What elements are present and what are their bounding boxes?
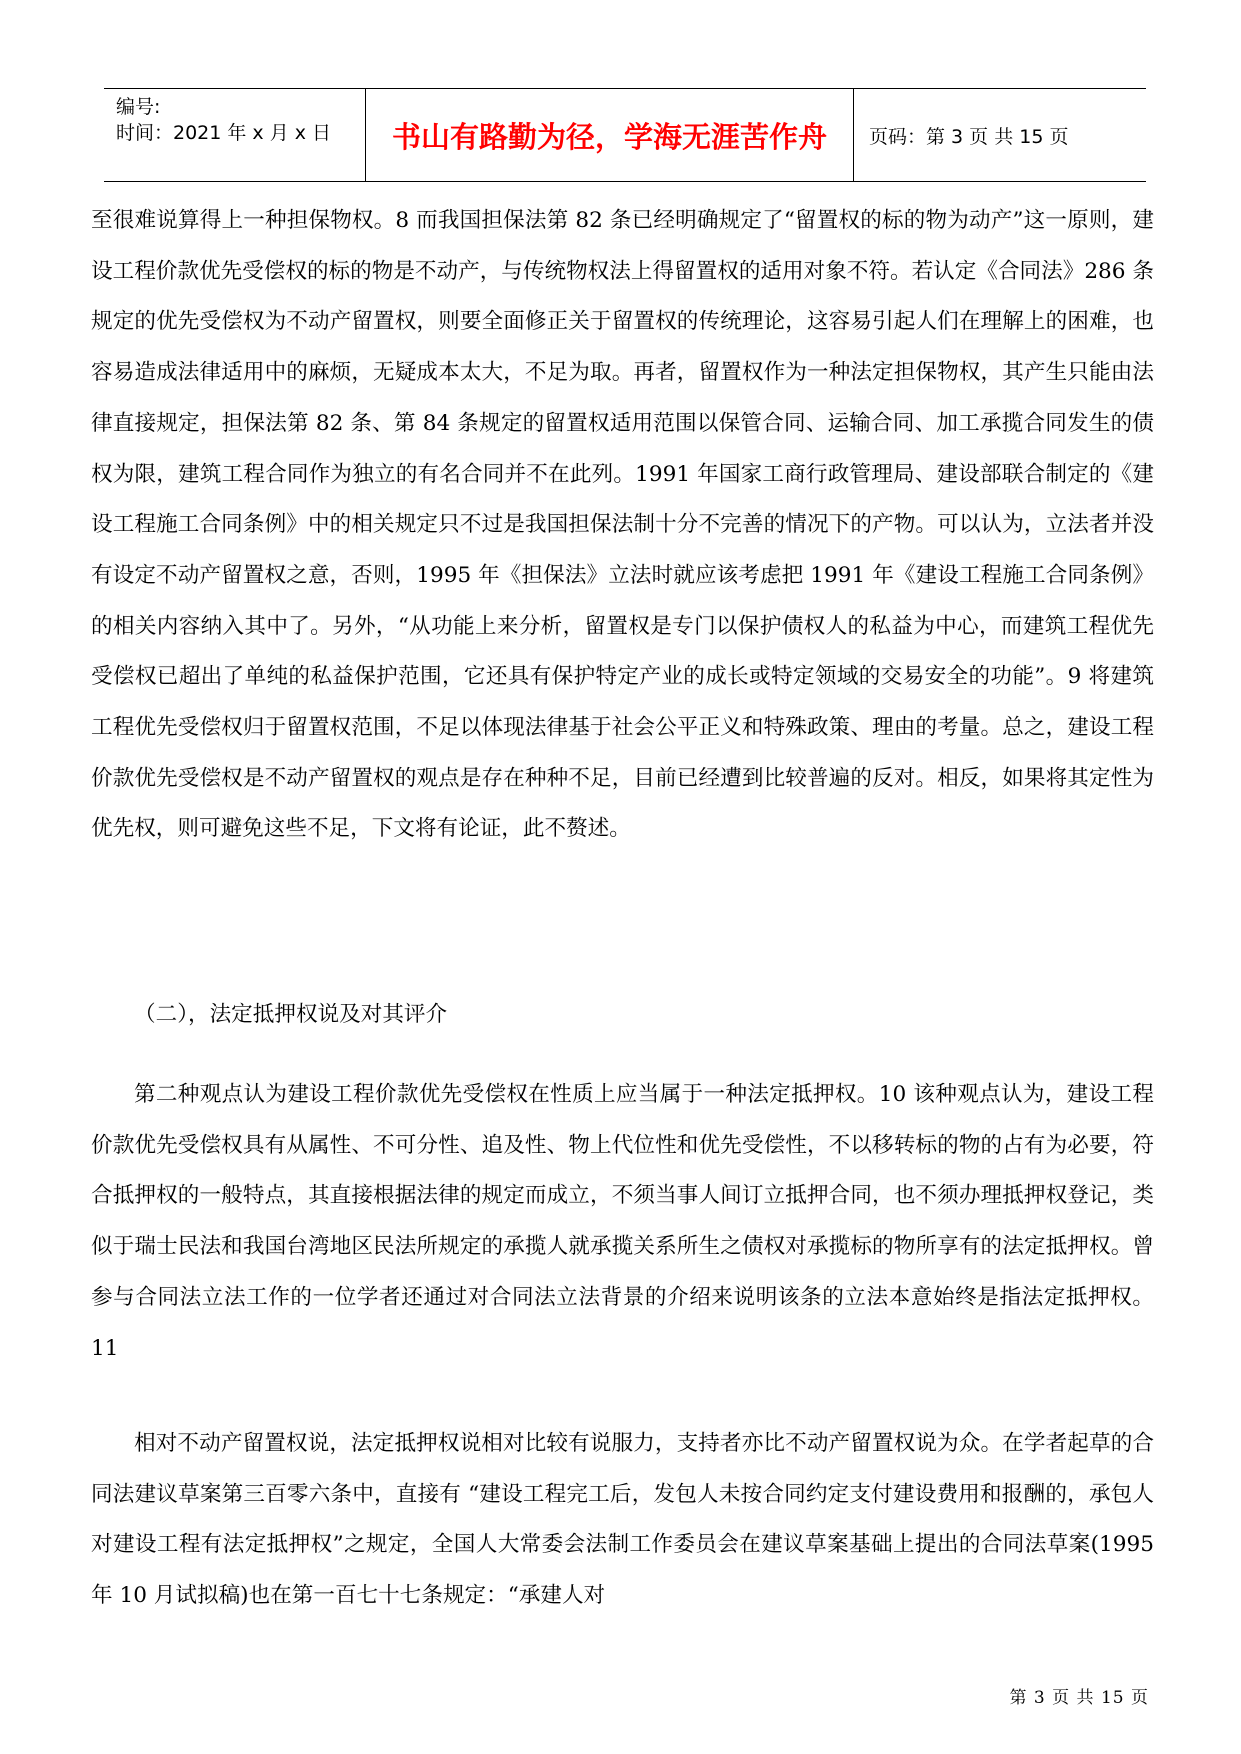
page-footer: 第 3 页 共 15 页 — [1009, 1688, 1149, 1708]
time-label: 时间：2021 年 x 月 x 日 — [116, 122, 332, 144]
number-label: 编号: — [116, 96, 161, 118]
header-motto-cell — [366, 89, 854, 181]
body-paragraph-3: 相对不动产留置权说，法定抵押权说相对比较有说服力，支持者亦比不动产留置权说为众。在学者起草的合同法建议草案第三百零六条中，直接有 “建设工程完工后，发包人未按合同约定支付建设费用和报酬的，承包人对建设工程有法定抵押权”之规定，全国人大常委会法制工作委员会在建议草案基础上提出的合同法草案(1995 年 10 月试拟稿)也在第一百七十七条规定：“承建人对 — [91, 1431, 1154, 1609]
header-page-cell — [854, 89, 1146, 181]
body-paragraph-1 — [91, 196, 1154, 855]
paragraph-text: 至很难说算得上一种担保物权。8 而我国担保法第 82 条已经明确规定了“留置权的标的物为动产”这一原则，建设工程价款优先受偿权的标的物是不动产，与传统物权法上得留置权的适用对象不符。若认定《合同法》286 条规定的优先受偿权为不动产留置权，则要全面修正关于留置权的传统理论，这容易引起人们在理解上的困难，也容易造成法律适用中的麻烦，无疑成本太大，不足为取。再者，留置权作为一种法定担保物权，其产生只能由法律直接规定，担保法第 82 条、第 84 条规定的留置权适用范围以保管合同、运输合同、加工承揽合同发生的债权为限，建筑工程合同作为独立的有名合同并不在此列。1991 年国家工商行政管理局、建设部联合制定的《建设工程施工合同条例》中的相关规定只不过是我国担保法制十分不完善的情况下的产物。可以认为，立法者并没有设定不动产留置权之意，否则，1995 年《担保法》立法时就应该考虑把 1991 年《建设工程施工合同条例》的相关内容纳入其中了。另外，“从功能上来分析，留置权是专门以保护债权人的私益为中心，而建筑工程优先受偿权已超出了单纯的私益保护范围，它还具有保护特定产业的成长或特定领域的交易安全的功能”。9 将建筑工程优先受偿权归于留置权范围，不足以体现法律基于社会公平正义和特殊政策、理由的考量。总之，建设工程价款优先受偿权是不动产留置权的观点是存在种种不足，目前已经遭到比较普遍的反对。相反，如果将其定性为优先权，则可避免这些不足，下文将有论证，此不赘述。 — [91, 208, 1154, 842]
section-heading: （二），法定抵押权说及对其评介 — [134, 1002, 448, 1027]
body-paragraph-2: 第二种观点认为建设工程价款优先受偿权在性质上应当属于一种法定抵押权。10 该种观点认为，建设工程价款优先受偿权具有从属性、不可分性、追及性、物上代位性和优先受偿性，不以移转标的物的占有为必要，符合抵押权的一般特点，其直接根据法律的规定而成立，不须当事人间订立抵押合同，也不须办理抵押权登记，类似于瑞士民法和我国台湾地区民法所规定的承揽人就承揽关系所生之债权对承揽标的物所享有的法定抵押权。曾参与合同法立法工作的一位学者还通过对合同法立法背景的介绍来说明该条的立法本意始终是指法定抵押权。11 — [91, 1082, 1154, 1361]
page-label: 页码：第 3 页 共 15 页 — [869, 125, 1069, 148]
document-header — [104, 88, 1146, 182]
header-meta-cell — [104, 89, 366, 181]
motto-text: 书山有路勤为径，学海无涯苦作舟 — [391, 119, 827, 154]
